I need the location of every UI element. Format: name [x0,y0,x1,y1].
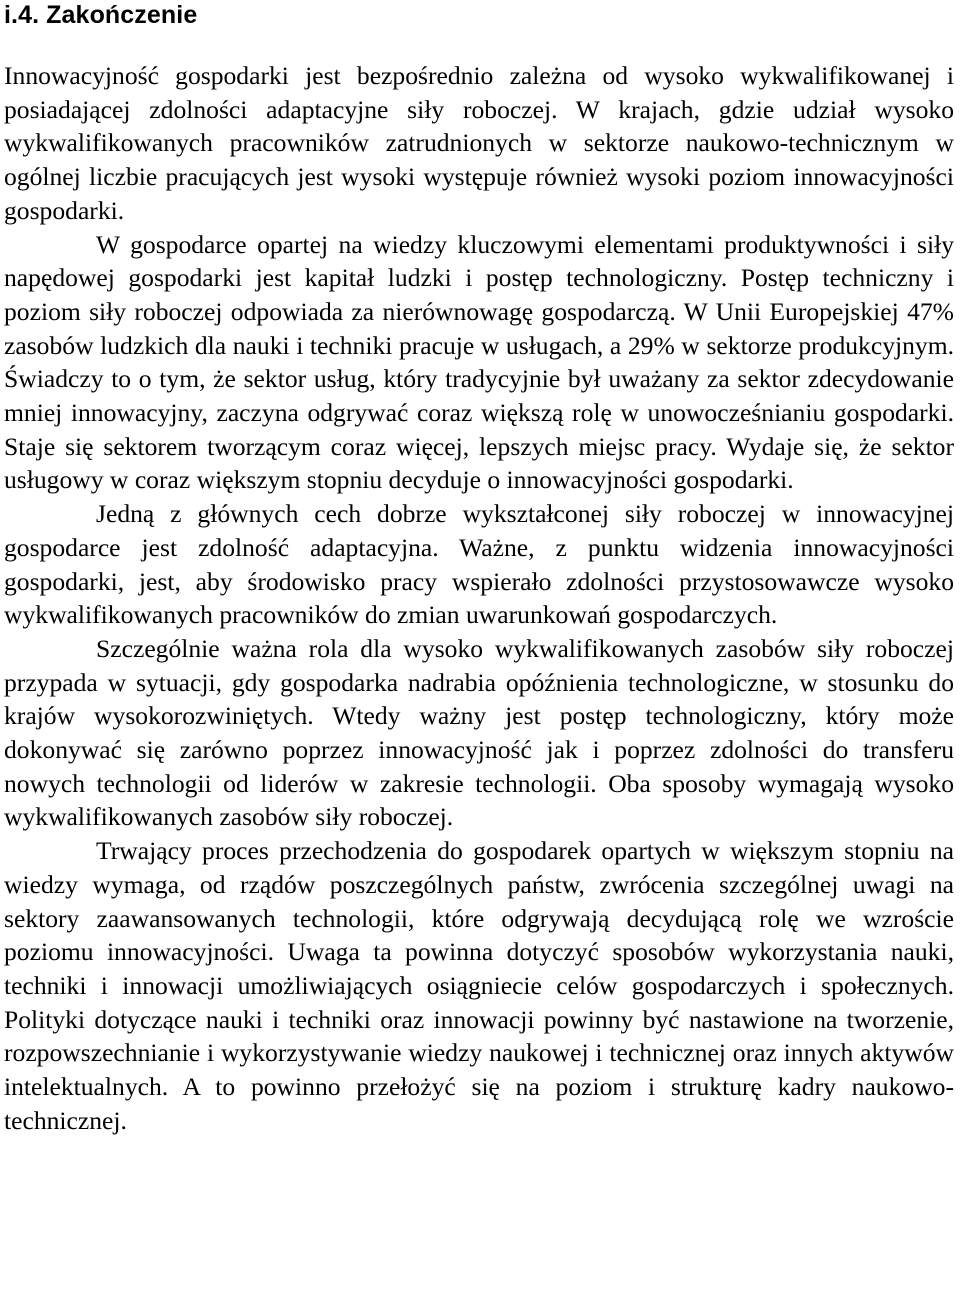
section-heading: i.4. Zakończenie [4,1,198,29]
paragraph-2: W gospodarce opartej na wiedzy kluczowymi elementami produktywności i siły napędowej gospodarki jest kapitał ludzki i postęp technologiczny. Postęp techniczny i poziom siły roboczej odpowiada za nierównowagę gospodarczą. W Unii Europejskiej 47% zasobów ludzkich dla nauki i techniki pracuje w usługach, a 29% w sektorze produkcyjnym. Świadczy to o tym, że sektor usług, który tradycyjnie był uważany za sektor zdecydowanie mniej innowacyjny, zaczyna odgrywać coraz większą rolę w unowocześnianiu gospodarki. Staje się sektorem tworzącym coraz więcej, lepszych miejsc pracy. Wydaje się, że sektor usługowy w coraz większym stopniu decyduje o innowacyjności gospodarki. [4,229,954,495]
paragraph-4: Szczególnie ważna rola dla wysoko wykwalifikowanych zasobów siły roboczej przypada w sytuacji, gdy gospodarka nadrabia opóźnienia technologiczne, w stosunku do krajów wysokorozwiniętych. Wtedy ważny jest postęp technologiczny, który może dokonywać się zarówno poprzez innowacyjność jak i poprzez zdolności do transferu nowych technologii od liderów w zakresie technologii. Oba sposoby wymagają wysoko wykwalifikowanych zasobów siły roboczej. [4,633,954,832]
paragraph-1: Innowacyjność gospodarki jest bezpośrednio zależna od wysoko wykwalifikowanej i posiadającej zdolności adaptacyjne siły roboczej. W krajach, gdzie udział wysoko wykwalifikowanych pracowników zatrudnionych w sektorze naukowo-technicznym w ogólnej liczbie pracujących jest wysoki występuje również wysoki poziom innowacyjności gospodarki. [4,61,954,225]
paragraph-3: Jedną z głównych cech dobrze wykształconej siły roboczej w innowacyjnej gospodarce jest zdolność adaptacyjna. Ważne, z punktu widzenia innowacyjności gospodarki, jest, aby środowisko pracy wspierało zdolności przystosowawcze wysoko wykwalifikowanych pracowników do zmian uwarunkowań gospodarczych. [4,499,954,630]
document-page [4,0,954,1138]
paragraph-5: Trwający proces przechodzenia do gospodarek opartych w większym stopniu na wiedzy wymaga, od rządów poszczególnych państw, zwrócenia szczególnej uwagi na sektory zaawansowanych technologii, które odgrywają decydującą rolę we wzroście poziomu innowacyjności. Uwaga ta powinna dotyczyć sposobów wykorzystania nauki, techniki i innowacji umożliwiających osiągniecie celów gospodarczych i społecznych. Polityki dotyczące nauki i techniki oraz innowacji powinny być nastawione na tworzenie, rozpowszechnianie i wykorzystywanie wiedzy naukowej i technicznej oraz innych aktywów intelektualnych. A to powinno przełożyć się na poziom i strukturę kadry naukowo-technicznej. [4,836,954,1135]
